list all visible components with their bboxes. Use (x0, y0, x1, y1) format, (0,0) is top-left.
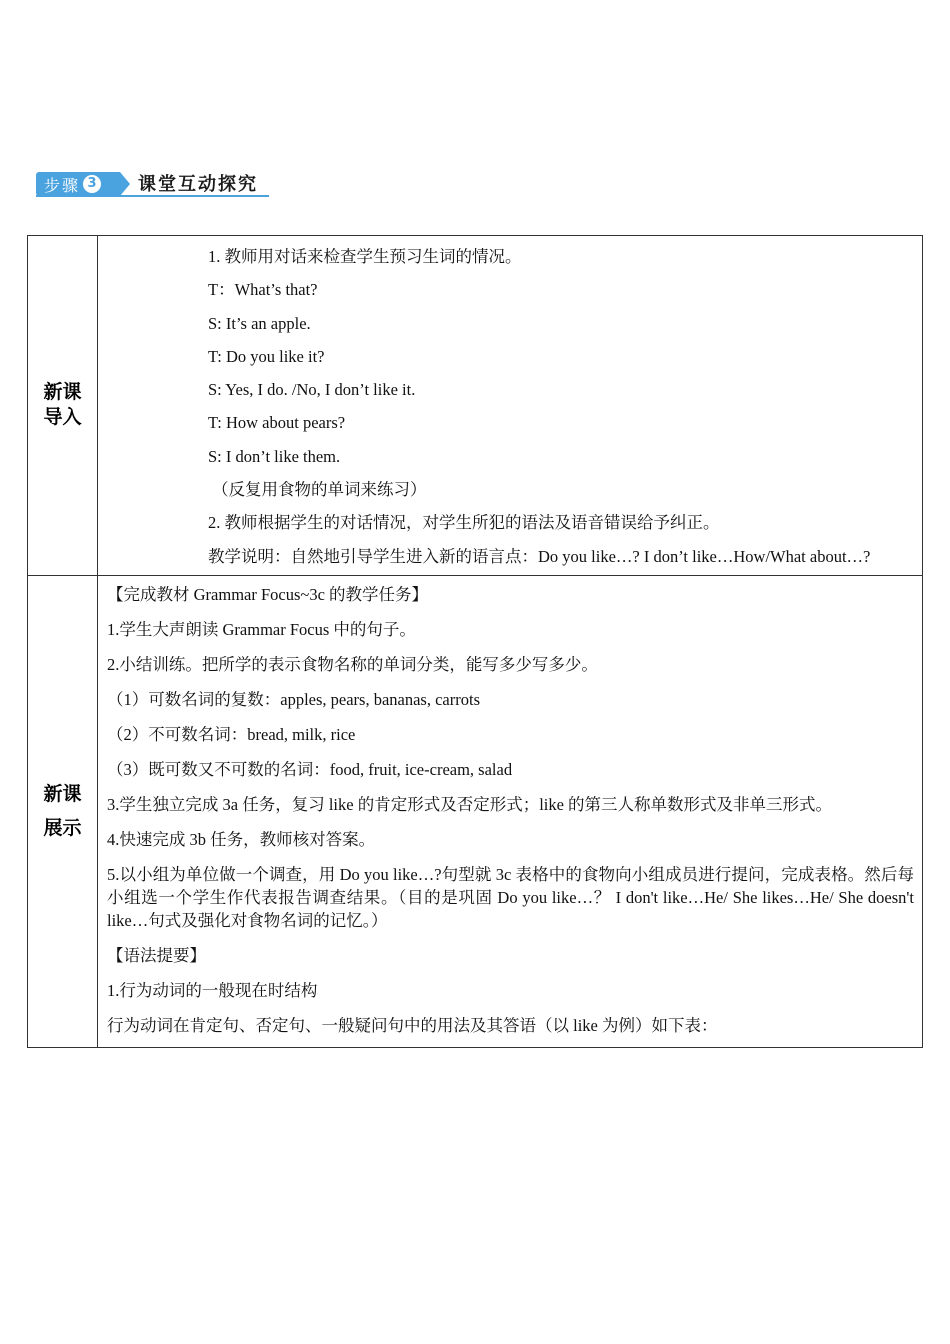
section-label-intro: 新课 导入 (28, 236, 98, 576)
step-badge (36, 172, 120, 196)
section-content-presentation (98, 575, 923, 1047)
dialogue-line: S: Yes, I do. /No, I don’t like it. (208, 380, 416, 400)
dialogue-line: S: I don’t like them. (208, 446, 341, 466)
content-line: （反复用食物的单词来练习） (212, 480, 427, 500)
dialogue-line: T: Do you like it? (208, 346, 325, 366)
content-line: 行为动词在肯定句、否定句、一般疑问句中的用法及其答语（以 like 为例）如下表： (107, 1015, 718, 1035)
section-row-intro (28, 236, 923, 576)
task-heading: 【完成教材 Grammar Focus~3c 的教学任务】 (107, 584, 429, 604)
content-line: （1）可数名词的复数：apples, pears, bananas, carrots (107, 689, 480, 709)
content-line: （2）不可数名词：bread, milk, rice (107, 724, 356, 744)
step-banner (36, 170, 258, 198)
banner-underline (36, 195, 269, 197)
dialogue-line: T：What’s that? (208, 280, 318, 300)
dialogue-line: T: How about pears? (208, 413, 346, 433)
content-line: （3）既可数又不可数的名词：food, fruit, ice-cream, salad (107, 759, 513, 779)
step-label: 步骤 (44, 175, 81, 195)
step-title: 课堂互动探究 (138, 174, 258, 195)
lesson-table (27, 235, 923, 1048)
content-paragraph: 5.以小组为单位做一个调查，用 Do you like…?句型就 3c 表格中的食物向小组成员进行提问，完成表格。然后每小组选一个学生作代表报告调查结果。（目的是巩固 Do you like…？ I don't like…He/ She likes…He/ She doesn't like…句式及强化对食物名词的记忆。） (107, 864, 914, 930)
content-line: 1.学生大声朗读 Grammar Focus 中的句子。 (107, 619, 416, 639)
dialogue-line: S: It’s an apple. (208, 313, 311, 333)
content-line: 2. 教师根据学生的对话情况，对学生所犯的语法及语音错误给予纠正。 (208, 513, 720, 533)
grammar-heading: 【语法提要】 (107, 945, 206, 965)
section-row-presentation (28, 575, 923, 1047)
step-number: 3 (83, 175, 101, 193)
teaching-note: 教学说明：自然地引导学生进入新的语言点：Do you like…? I don’t like…How/What about…? (208, 546, 871, 566)
content-line: 1.行为动词的一般现在时结构 (107, 980, 318, 1000)
section-content-intro (98, 236, 923, 576)
content-line: 4.快速完成 3b 任务，教师核对答案。 (107, 829, 376, 849)
content-paragraph: 3.学生独立完成 3a 任务，复习 like 的肯定形式及否定形式；like 的第三人称单数形式及非单三形式。 (107, 794, 833, 814)
section-label-presentation: 新课 展示 (28, 575, 98, 1047)
content-line: 1. 教师用对话来检查学生预习生词的情况。 (208, 247, 522, 266)
content-line: 2.小结训练。把所学的表示食物名称的单词分类，能写多少写多少。 (107, 654, 598, 674)
